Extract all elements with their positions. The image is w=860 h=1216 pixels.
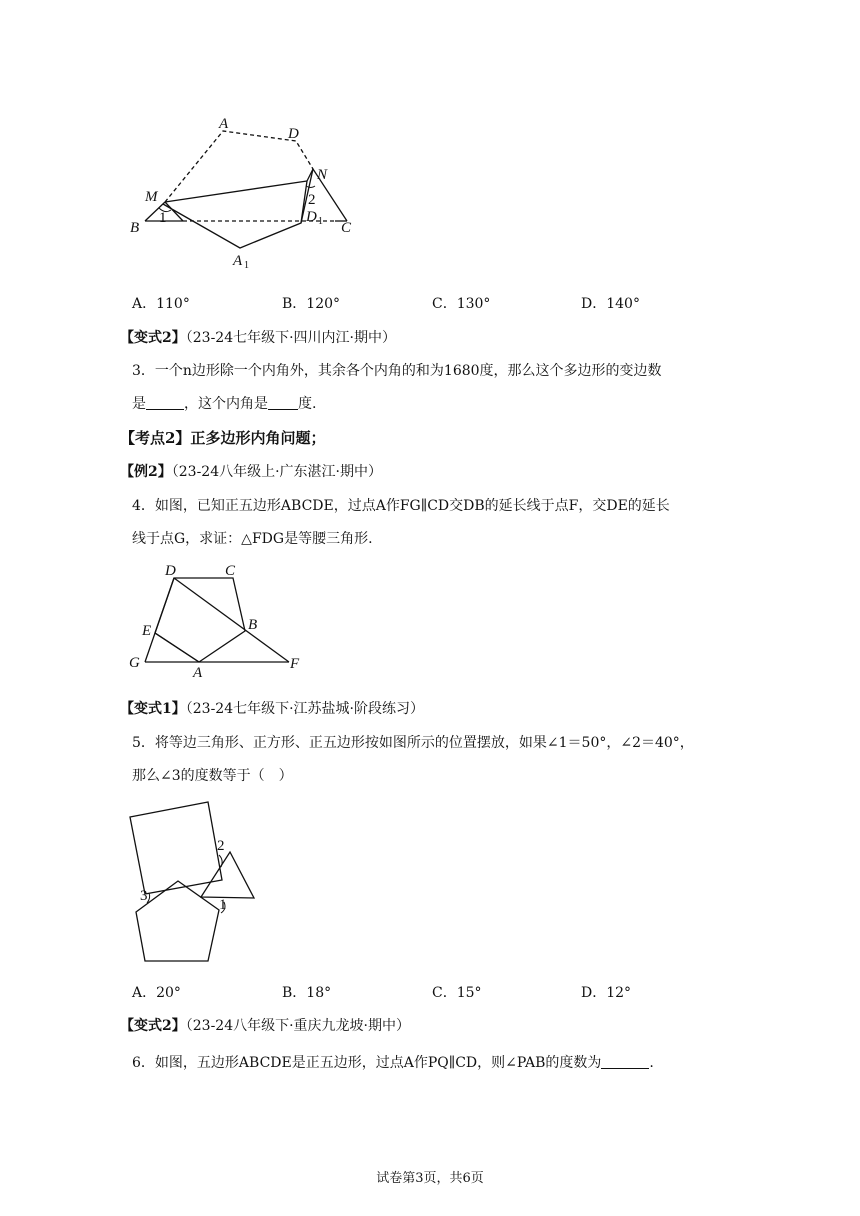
label-B: B <box>130 220 140 236</box>
q5-option-c[interactable]: C．15° <box>432 985 482 1001</box>
q5-option-a[interactable]: A．20° <box>132 985 181 1001</box>
label-M: M <box>145 189 158 205</box>
label-D1-sub: 1 <box>318 216 323 227</box>
q3-text-a: 是 <box>132 396 146 412</box>
kaodian-2-heading: 【考点2】正多边形内角问题； <box>120 429 326 447</box>
q2-option-a[interactable]: A．110° <box>132 296 190 312</box>
label-A: A <box>219 116 229 132</box>
q5-line2: 那么∠3的度数等于（ ） <box>132 768 293 784</box>
label-F: F <box>290 656 300 672</box>
label-D: D <box>165 563 176 579</box>
q4-line1: 4．如图，已知正五边形ABCDE，过点A作FG∥CD交DB的延长线于点F，交DE的延长 <box>132 498 670 514</box>
q2-option-c[interactable]: C．130° <box>432 296 491 312</box>
triangle <box>201 852 254 898</box>
fold-mn <box>165 181 307 202</box>
q2-figure <box>125 110 365 270</box>
variant-source: （23-24八年级下·重庆九龙坡·期中） <box>185 1018 411 1034</box>
variant-source: （23-24七年级下·四川内江·期中） <box>185 330 397 346</box>
label-angle2: 2 <box>217 838 225 854</box>
label-A: A <box>193 665 203 680</box>
line-ae <box>155 633 199 662</box>
line-db-ext <box>174 578 289 662</box>
q4-figure <box>125 560 315 680</box>
q6-text: 6．如图，五边形ABCDE是正五边形，过点A作PQ∥CD，则∠PAB的度数为 <box>132 1055 602 1071</box>
example-source: （23-24八年级上·广东湛江·期中） <box>171 464 383 480</box>
label-D1: D <box>306 209 317 225</box>
q5-option-d[interactable]: D．12° <box>581 985 632 1001</box>
label-G: G <box>129 655 140 671</box>
line-de-ext <box>145 578 174 662</box>
label-C: C <box>341 220 352 236</box>
q5-option-b[interactable]: B．18° <box>282 985 332 1001</box>
label-angle1: 1 <box>159 210 167 226</box>
q3-text-c: 度. <box>298 396 317 412</box>
label-angle2: 2 <box>308 192 316 208</box>
label-B: B <box>248 617 258 633</box>
variant-source: （23-24七年级下·江苏盐城·阶段练习） <box>185 701 425 717</box>
q3-line2 <box>132 393 316 413</box>
variant-2b-heading <box>120 1015 410 1035</box>
q4-line2: 线于点G，求证：△FDG是等腰三角形. <box>132 531 373 547</box>
label-C: C <box>225 563 236 579</box>
label-angle1: 1 <box>219 897 227 913</box>
label-E: E <box>142 623 152 639</box>
square <box>130 802 222 894</box>
example-2-heading <box>120 461 382 481</box>
variant-2-heading <box>120 327 396 347</box>
label-D: D <box>288 126 299 142</box>
q3-blank-2[interactable] <box>268 395 298 410</box>
q2-option-d[interactable]: D．140° <box>581 296 640 312</box>
q5-line1: 5．将等边三角形、正方形、正五边形按如图所示的位置摆放，如果∠1＝50°，∠2＝40°， <box>132 735 694 751</box>
q6-end: . <box>649 1055 654 1071</box>
q5-figure <box>125 795 265 970</box>
angle2-arc <box>306 186 315 188</box>
variant-tag: 【变式2】 <box>120 330 186 346</box>
q3-blank-1[interactable] <box>146 395 184 410</box>
example-tag: 【例2】 <box>120 464 172 480</box>
q3-line1: 3．一个n边形除一个内角外，其余各个内角的和为1680度，那么这个多边形的变边数 <box>132 363 662 379</box>
variant-tag: 【变式2】 <box>120 1018 186 1034</box>
q6-line1 <box>132 1052 654 1072</box>
page-footer: 试卷第3页，共6页 <box>376 1171 484 1186</box>
label-A1: A <box>233 253 243 269</box>
variant-tag: 【变式1】 <box>120 701 186 717</box>
q6-blank[interactable] <box>601 1054 649 1069</box>
label-angle3: 3 <box>140 888 148 904</box>
label-N: N <box>317 167 328 183</box>
variant-1-heading <box>120 698 424 718</box>
label-A1-sub: 1 <box>244 260 249 270</box>
q3-text-b: ，这个内角是 <box>184 396 268 412</box>
q2-option-b[interactable]: B．120° <box>282 296 341 312</box>
